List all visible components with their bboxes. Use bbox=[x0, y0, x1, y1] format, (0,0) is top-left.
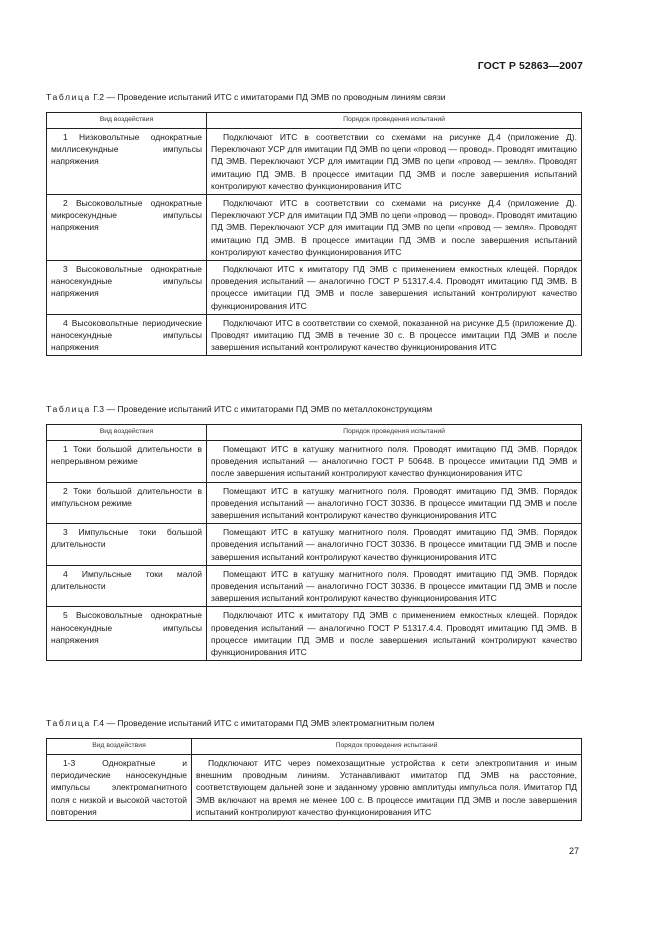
table-header-row bbox=[47, 739, 582, 755]
cell-kind: 4 Высоковольтные периодические наносекундные импульсы напряжения bbox=[47, 314, 207, 356]
cell-kind: 1 Низковольтные однократные миллисекундные импульсы напряжения bbox=[47, 129, 207, 195]
table-row bbox=[47, 565, 582, 607]
caption-prefix: Таблица bbox=[46, 718, 91, 728]
cell-procedure: Подключают ИТС в соответствии со схемой, показанной на рисунке Д.5 (приложение Д). Проводят имитацию ПД ЭМВ в течение 30 с. В процессе имитации ПД ЭМВ и после завершения испытаний контролируют качество функционирования ИТС bbox=[207, 314, 582, 356]
cell-procedure: Подключают ИТС в соответствии со схемами на рисунке Д.4 (приложение Д). Переключают УСР для имитации ПД ЭМВ по цепи «провод — провод». Проводят имитацию ПД ЭМВ. Переключают УСР для имитации ПД ЭМВ по цепи «провод — земля». Проводят имитацию ПД ЭМВ. В процессе имитации ПД ЭМВ и после завершения испытаний контролируют качество функционирования ИТС bbox=[207, 195, 582, 261]
cell-kind: 3 Высоковольтные однократные наносекундные импульсы напряжения bbox=[47, 261, 207, 315]
table-row bbox=[47, 441, 582, 483]
table-caption-g4 bbox=[46, 718, 435, 728]
cell-procedure: Помещают ИТС в катушку магнитного поля. Проводят имитацию ПД ЭМВ. Порядок проведения испытаний — аналогично ГОСТ Р 50648. В процессе имитации ПД ЭМВ и после завершения испытаний контролируют качество функционирования ИТС bbox=[207, 441, 582, 483]
cell-procedure: Подключают ИТС через помехозащитные устройства к сети электропитания и иным внешним проводным линиям. Устанавливают имитатор ПД ЭМВ на расстояние, соответствующем дальней зоне и заданному уровню амплитуды импульса поля. Имитатор ПД ЭМВ включают на время не менее 100 с. В процессе имитации ПД ЭМВ и после завершения испытаний контролируют качество функционирования ИТС bbox=[192, 755, 582, 821]
column-header-procedure: Порядок проведения испытаний bbox=[192, 739, 582, 755]
cell-procedure: Помещают ИТС в катушку магнитного поля. Проводят имитацию ПД ЭМВ. Порядок проведения испытаний — аналогично ГОСТ 30336. В процессе имитации ПД ЭМВ и после завершения испытаний контролируют качество функционирования ИТС bbox=[207, 524, 582, 566]
table-row bbox=[47, 755, 582, 821]
table-row bbox=[47, 482, 582, 524]
table-caption-g2 bbox=[46, 92, 446, 102]
table-row bbox=[47, 261, 582, 315]
column-header-kind: Вид воздействия bbox=[47, 113, 207, 129]
table-row bbox=[47, 129, 582, 195]
caption-prefix: Таблица bbox=[46, 92, 91, 102]
cell-procedure: Подключают ИТС к имитатору ПД ЭМВ с применением емкостных клещей. Порядок проведения испытаний — аналогично ГОСТ Р 51317.4.4. Проводят имитацию ПД ЭМВ. В процессе имитации ПД ЭМВ и после завершения испытаний контролируют качество функционирования ИТС bbox=[207, 261, 582, 315]
caption-prefix: Таблица bbox=[46, 404, 91, 414]
table-row bbox=[47, 314, 582, 356]
cell-procedure: Помещают ИТС в катушку магнитного поля. Проводят имитацию ПД ЭМВ. Порядок проведения испытаний — аналогично ГОСТ 30336. В процессе имитации ПД ЭМВ и после завершения испытаний контролируют качество функционирования ИТС bbox=[207, 565, 582, 607]
table-g3 bbox=[46, 424, 582, 661]
table-row bbox=[47, 195, 582, 261]
cell-kind: 5 Высоковольтные однократные наносекундные импульсы напряжения bbox=[47, 607, 207, 661]
cell-kind: 2 Высоковольтные однократные микросекундные импульсы напряжения bbox=[47, 195, 207, 261]
cell-kind: 1-3 Однократные и периодические наносекундные импульсы электромагнитного поля с низкой и высокой частотой повторения bbox=[47, 755, 192, 821]
standard-designation: ГОСТ Р 52863—2007 bbox=[477, 60, 583, 72]
page-number: 27 bbox=[568, 846, 579, 856]
cell-kind: 1 Токи большой длительности в непрерывном режиме bbox=[47, 441, 207, 483]
caption-text: Г.4 — Проведение испытаний ИТС с имитаторами ПД ЭМВ электромагнитным полем bbox=[90, 718, 435, 728]
cell-procedure: Подключают ИТС в соответствии со схемами на рисунке Д.4 (приложение Д). Переключают УСР для имитации ПД ЭМВ по цепи «провод — провод». Проводят имитацию ПД ЭМВ. Переключают УСР для имитации ПД ЭМВ по цепи «провод — земля». Проводят имитацию ПД ЭМВ. В процессе имитации ПД ЭМВ и после завершения испытаний контролируют качество функционирования ИТС bbox=[207, 129, 582, 195]
table-header-row bbox=[47, 113, 582, 129]
column-header-kind: Вид воздействия bbox=[47, 425, 207, 441]
column-header-kind: Вид воздействия bbox=[47, 739, 192, 755]
table-caption-g3 bbox=[46, 404, 432, 414]
table-row bbox=[47, 524, 582, 566]
table-g2 bbox=[46, 112, 582, 356]
table-header-row bbox=[47, 425, 582, 441]
cell-procedure: Подключают ИТС к имитатору ПД ЭМВ с применением емкостных клещей. Порядок проведения испытаний — аналогично ГОСТ Р 51317.4.4. Проводят имитацию ПД ЭМВ. В процессе имитации ПД ЭМВ и после завершения испытаний контролируют качество функционирования ИТС bbox=[207, 607, 582, 661]
cell-kind: 2 Токи большой длительности в импульсном режиме bbox=[47, 482, 207, 524]
column-header-procedure: Порядок проведения испытаний bbox=[207, 113, 582, 129]
cell-kind: 4 Импульсные токи малой длительности bbox=[47, 565, 207, 607]
column-header-procedure: Порядок проведения испытаний bbox=[207, 425, 582, 441]
table-row bbox=[47, 607, 582, 661]
table-g4 bbox=[46, 738, 582, 821]
cell-procedure: Помещают ИТС в катушку магнитного поля. Проводят имитацию ПД ЭМВ. Порядок проведения испытаний — аналогично ГОСТ 30336. В процессе имитации ПД ЭМВ и после завершения испытаний контролируют качество функционирования ИТС bbox=[207, 482, 582, 524]
cell-kind: 3 Импульсные токи большой длительности bbox=[47, 524, 207, 566]
caption-text: Г.3 — Проведение испытаний ИТС с имитаторами ПД ЭМВ по металлоконструкциям bbox=[90, 404, 433, 414]
caption-text: Г.2 — Проведение испытаний ИТС с имитаторами ПД ЭМВ по проводным линиям связи bbox=[90, 92, 446, 102]
